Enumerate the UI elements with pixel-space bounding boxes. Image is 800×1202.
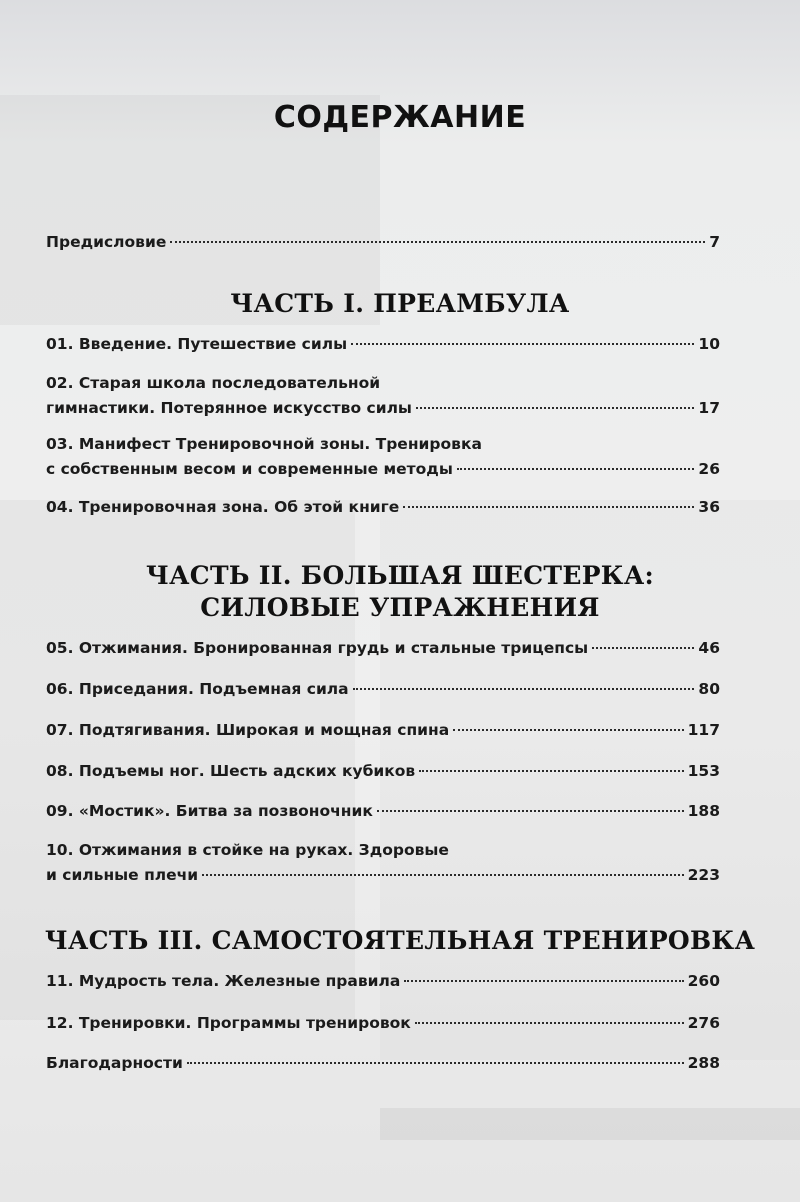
dot-leader (592, 647, 694, 649)
toc-page-number: 153 (687, 762, 720, 780)
toc-page-number: 36 (698, 498, 720, 516)
toc-page-number: 10 (698, 335, 720, 353)
toc-page-number: 188 (687, 802, 720, 820)
dot-leader (351, 343, 694, 345)
toc-entry (46, 1011, 720, 1036)
part-heading: ЧАСТЬ I. ПРЕАМБУЛА (230, 289, 570, 318)
part-heading-line: ЧАСТЬ II. БОЛЬШАЯ ШЕСТЕРКА: (145, 561, 655, 590)
dot-leader (416, 407, 694, 409)
toc-entry (46, 969, 720, 994)
toc-entry-label: 02. Старая школа последовательной (46, 374, 381, 392)
dot-leader (353, 688, 695, 690)
toc-entry-label: 07. Подтягивания. Широкая и мощная спина (46, 721, 450, 739)
toc-entry-label: 01. Введение. Путешествие силы (46, 335, 348, 353)
toc-entry-label: 06. Приседания. Подъемная сила (46, 680, 349, 698)
toc-entry-label: 03. Манифест Тренировочной зоны. Тренировка (46, 435, 482, 453)
toc-entry-label: с собственным весом и современные методы (46, 460, 453, 478)
dot-leader (453, 729, 683, 731)
toc-entry-label: Предисловие (46, 233, 167, 251)
toc-page-number: 46 (698, 639, 720, 657)
toc-entry-label: 08. Подъемы ног. Шесть адских кубиков (46, 762, 416, 780)
toc-entry (46, 799, 720, 824)
toc-entry (46, 332, 720, 357)
toc-page-number: 288 (687, 1054, 720, 1072)
toc-entry-label: и сильные плечи (46, 866, 199, 884)
toc-entry-label: 04. Тренировочная зона. Об этой книге (46, 498, 400, 516)
toc-entry (46, 838, 720, 888)
dot-leader (457, 468, 695, 470)
toc-entry-label: гимнастики. Потерянное искусство силы (46, 399, 412, 417)
toc-entry-label: 10. Отжимания в стойке на руках. Здоровые (46, 841, 449, 859)
toc-page-number: 26 (698, 460, 720, 478)
dot-leader (404, 980, 683, 982)
toc-entry-preface (46, 230, 720, 255)
dot-leader (403, 506, 694, 508)
show-through-shade (380, 1108, 800, 1140)
toc-entry (46, 718, 720, 743)
part-heading (0, 560, 800, 624)
toc-entry-label: 09. «Мостик». Битва за позвоночник (46, 802, 373, 820)
toc-entry (46, 759, 720, 784)
part-heading-line: СИЛОВЫЕ УПРАЖНЕНИЯ (200, 593, 600, 622)
toc-entry (46, 677, 720, 702)
dot-leader (170, 241, 705, 243)
toc-entry (46, 432, 720, 482)
toc-page-number: 17 (698, 399, 720, 417)
toc-entry-label: 12. Тренировки. Программы тренировок (46, 1014, 411, 1032)
toc-entry-label: 11. Мудрость тела. Железные правила (46, 972, 401, 990)
dot-leader (419, 770, 683, 772)
toc-page-number: 117 (687, 721, 720, 739)
toc-entry (46, 636, 720, 661)
toc-page-number: 80 (698, 680, 720, 698)
dot-leader (415, 1022, 684, 1024)
toc-page-number: 7 (709, 233, 720, 251)
toc-entry (46, 371, 720, 421)
toc-entry-acknowledgements (46, 1051, 720, 1076)
dot-leader (187, 1062, 684, 1064)
toc-page-number: 276 (687, 1014, 720, 1032)
toc-entry (46, 495, 720, 520)
toc-entry-label: Благодарности (46, 1054, 183, 1072)
dot-leader (377, 810, 684, 812)
toc-page-number: 223 (687, 866, 720, 884)
contents-title: СОДЕРЖАНИЕ (273, 100, 527, 135)
toc-entry-label: 05. Отжимания. Бронированная грудь и стальные трицепсы (46, 639, 589, 657)
part-heading: ЧАСТЬ III. САМОСТОЯТЕЛЬНАЯ ТРЕНИРОВКА (44, 926, 756, 955)
toc-page-number: 260 (687, 972, 720, 990)
dot-leader (202, 874, 683, 876)
